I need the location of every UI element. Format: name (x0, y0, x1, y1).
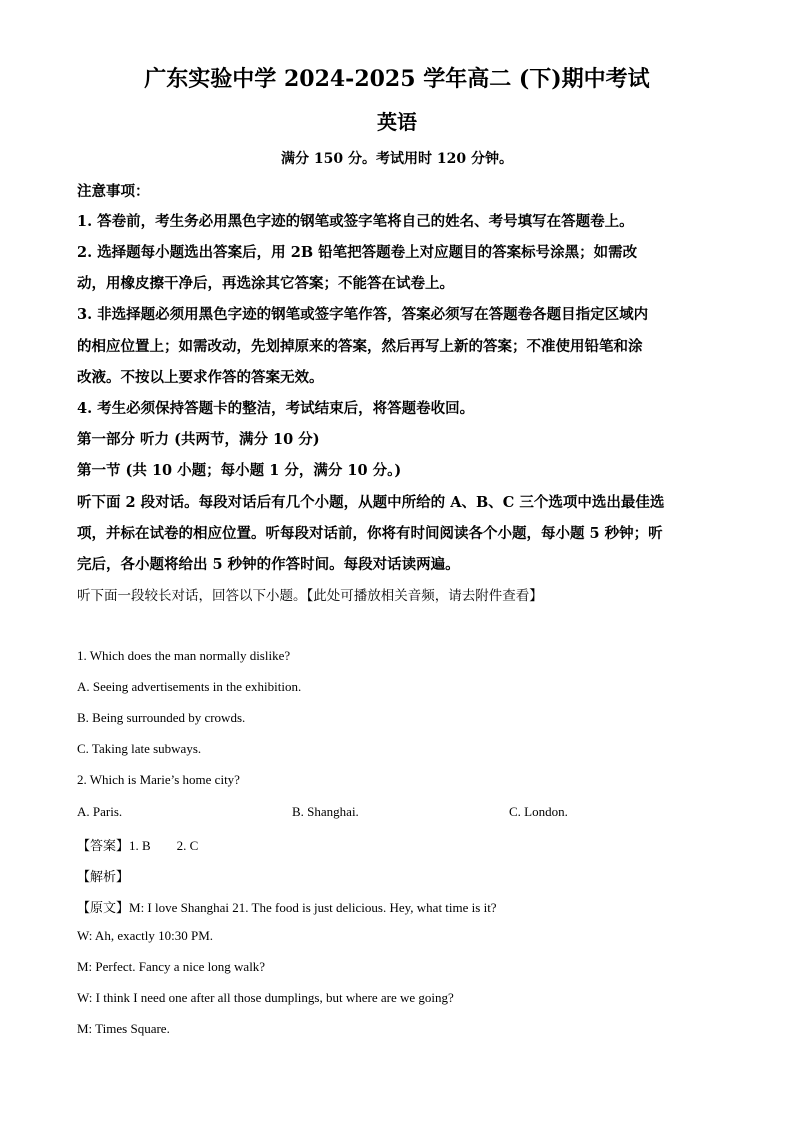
transcript-line-4: W: I think I need one after all those dumplings, but where are we going? (77, 990, 454, 1005)
question-2-option-a: A. Paris. (77, 804, 123, 819)
question-2-option-b: B. Shanghai. (292, 804, 359, 819)
question-1-stem: 1. Which does the man normally dislike? (77, 648, 291, 663)
transcript-line-1 (77, 897, 497, 916)
notice-line-4: 3. 非选择题必须用黑色字迹的钢笔或签字笔作答，答案必须写在答题卷各题目指定区域内 (77, 306, 649, 323)
instruction-line-3: 完后，各小题将给出 5 秒钟的作答时间。每段对话读两遍。 (77, 556, 460, 573)
answer-label: 【答案】 (77, 839, 130, 854)
score-info: 满分 150 分。考试用时 120 分钟。 (281, 151, 513, 167)
notice-line-5: 的相应位置上；如需改动，先划掉原来的答案，然后再写上新的答案；不准使用铅笔和涂 (77, 338, 643, 355)
notice-line-6: 改液。不按以上要求作答的答案无效。 (77, 369, 324, 386)
analysis-line (77, 866, 129, 885)
transcript-line-5: M: Times Square. (77, 1021, 170, 1036)
notice-line-2: 2. 选择题每小题选出答案后，用 2B 铅笔把答题卷上对应题目的答案标号涂黑；如需改 (77, 244, 638, 261)
transcript-line-2: W: Ah, exactly 10:30 PM. (77, 928, 214, 943)
notice-line-1: 1. 答卷前，考生务必用黑色字迹的钢笔或签字笔将自己的姓名、考号填写在答题卷上。 (77, 213, 634, 230)
part-heading: 第一部分 听力 (共两节，满分 10 分) (77, 431, 320, 448)
answer-values: 1. B 2. C (129, 838, 199, 853)
listening-prompt: 听下面一段较长对话，回答以下小题。【此处可播放相关音频，请去附件查看】 (77, 588, 543, 604)
question-2-option-c: C. London. (509, 804, 568, 819)
instruction-line-1: 听下面 2 段对话。每段对话后有几个小题，从题中所给的 A、B、C 三个选项中选出最佳选 (77, 494, 665, 511)
question-1-option-b: B. Being surrounded by crowds. (77, 710, 246, 725)
subsection-heading: 第一节 (共 10 小题；每小题 1 分，满分 10 分。) (77, 462, 402, 479)
exam-title: 广东实验中学 2024-2025 学年高二 (下)期中考试 (144, 66, 650, 92)
transcript-line-3: M: Perfect. Fancy a nice long walk? (77, 959, 266, 974)
transcript-label: 【原文】 (77, 901, 130, 916)
notice-heading: 注意事项： (77, 183, 150, 200)
question-1-option-c: C. Taking late subways. (77, 741, 202, 756)
answer-line (77, 835, 198, 854)
notice-line-3: 动，用橡皮擦干净后，再选涂其它答案；不能答在试卷上。 (77, 275, 454, 292)
notice-line-7: 4. 考生必须保持答题卡的整洁，考试结束后，将答题卷收回。 (77, 400, 475, 417)
question-2-stem: 2. Which is Marie’s home city? (77, 772, 240, 787)
analysis-label: 【解析】 (77, 870, 130, 885)
instruction-line-2: 项，并标在试卷的相应位置。听每段对话前，你将有时间阅读各个小题，每小题 5 秒钟；听 (77, 525, 663, 542)
question-1-option-a: A. Seeing advertisements in the exhibition. (77, 679, 302, 694)
transcript-text-1: M: I love Shanghai 21. The food is just delicious. Hey, what time is it? (129, 900, 497, 915)
subject-title: 英语 (377, 110, 417, 134)
